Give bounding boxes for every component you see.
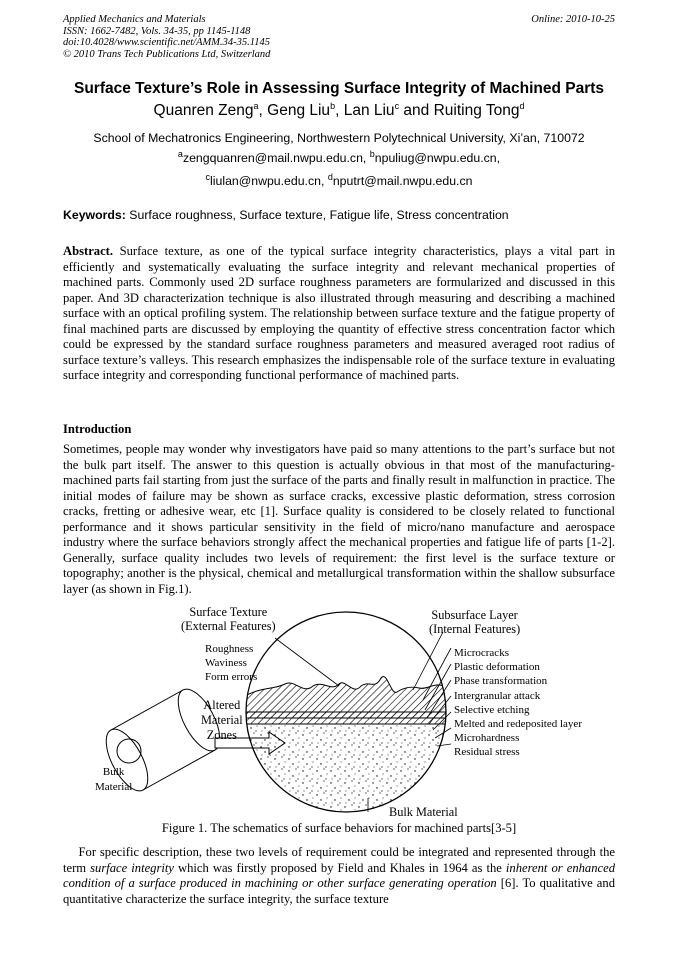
online-date: Online: 2010-10-25: [531, 14, 615, 25]
subsurface-subtitle: (Internal Features): [429, 622, 521, 636]
subsurface-feature-item: Microcracks: [454, 647, 509, 659]
abstract-label: Abstract.: [63, 244, 114, 258]
body-text: For specific description, these two levels of requirement could be integrated and represented through the term: [63, 845, 616, 875]
figure-caption: Figure 1. The schematics of surface behaviors for machined parts[3-5]: [161, 821, 517, 835]
email-address[interactable]: liulan@nwpu.edu.cn,: [210, 174, 325, 188]
subsurface-feature-item: Phase transformation: [454, 675, 548, 688]
paper-title: Surface Texture’s Role in Assessing Surface Integrity of Machined Parts: [73, 80, 605, 97]
figure-1: [63, 600, 615, 840]
author-superscript: c: [394, 100, 400, 111]
author-name: Geng Liu: [267, 102, 331, 119]
subsurface-feature-item: Melted and redeposited layer: [454, 718, 582, 731]
subsurface-feature-item: Microhardness: [454, 732, 520, 745]
altered-line: Zones: [206, 728, 237, 742]
author-superscript: b: [330, 100, 336, 111]
affiliation: School of Mechatronics Engineering, Northwestern Polytechnical University, Xi’an, 710072: [93, 131, 585, 145]
author-conjunction: and: [403, 102, 430, 119]
subsurface-feature-item: Selective etching: [454, 703, 530, 716]
keywords: [63, 208, 615, 222]
surface-feature-list: [205, 642, 257, 685]
author-list: Quanren Zeng$^a$, Geng Liu$^b$, Lan Liu$^c$ and Ruiting Tong$^d$: [153, 100, 525, 119]
author-superscript: a: [253, 100, 259, 111]
email-address[interactable]: nputrt@mail.nwpu.edu.cn: [332, 174, 473, 188]
email-line-1: [0, 148, 678, 165]
subsurface-feature-item: Residual stress: [454, 746, 520, 759]
author-name: Ruiting Tong: [433, 102, 520, 119]
abstract: [63, 244, 615, 384]
body-italic: inherent or enhanced condition of a surface produced in machining or other surface generating operation: [63, 860, 616, 890]
altered-zones-label: [201, 698, 243, 743]
bulk-left-line: Bulk: [102, 766, 125, 778]
introduction-heading: Introduction: [63, 422, 132, 436]
author-name: Lan Liu: [343, 102, 395, 119]
introduction-text: Sometimes, people may wonder why investigators have paid so many attentions to the part’s surface but not the bulk part itself. The answer to this question is actually obvious in that most of the manufacturing-machined parts fail starting from just the surface of the parts and finally result in malfunction in practice. The initial modes of failure may be shown as surface cracks, excessive plastic deformation, stress corrosion cracks, fretting or adhesive wear, etc [1]. Surface quality is considered to be closely related to functional performance and it shows particular sensitivity in the field of micro/nano manufacture and aerospace industry where the surface behaviors strongly affect the mechanical properties and fatigue life of parts [1-2]. Generally, surface quality includes two levels of requirement: the first level is the surface texture or topography; another is the physical, chemical and metallurgical transformation within the shallow subsurface layer (as shown in Fig.1).: [63, 442, 615, 596]
surface-texture-label: [181, 605, 276, 633]
body-text: [6]. To qualitative and quantitative characterize the surface integrity, the surface texture: [63, 876, 615, 906]
doi-line: doi:10.4028/www.scientific.net/AMM.34-35.1145: [63, 37, 270, 48]
bulk-left-line: Material: [95, 781, 133, 793]
keywords-label: Keywords:: [63, 208, 126, 222]
subsurface-layer-label: [429, 608, 520, 636]
subsurface-feature-item: Intergranular attack: [454, 689, 541, 702]
email-address[interactable]: npuliug@nwpu.edu.cn,: [374, 151, 501, 165]
abstract-text: Surface texture, as one of the typical surface integrity characteristics, plays a vital part in efficiently and systematically evaluating the surface integrity and relevant mechanical properties of machined parts. Commonly used 2D surface roughness parameters are formularized and discussed in this paper. And 3D characterization technique is also illustrated through measuring and describing a machined surface with an optical profiling system. The relationship between surface texture and the fatigue property of final machined parts are discussed by employing the quantity of effective stress concentration factor which could be expressed by the standard surface roughness parameters and measured averaged root radius of surface texture’s valleys. This research emphasizes the indispensable role of the surface texture in evaluating surface integrity and corresponding functional performance of machined parts.: [63, 244, 615, 382]
bulk-material-bottom-label: Bulk Material: [389, 805, 458, 819]
surface-texture-subtitle: (External Features): [181, 619, 276, 633]
altered-line: Altered: [203, 698, 241, 712]
subsurface-feature-item: Plastic deformation: [454, 661, 540, 674]
surface-texture-title: Surface Texture: [189, 605, 268, 619]
body-text: which was firstly proposed by Field and Khales in 1964 as the: [173, 860, 506, 875]
body-paragraph: [63, 845, 615, 907]
keywords-text: Surface roughness, Surface texture, Fatigue life, Stress concentration: [129, 208, 509, 222]
altered-line: Material: [201, 713, 243, 727]
copyright-line: © 2010 Trans Tech Publications Ltd, Switzerland: [63, 48, 271, 60]
journal-header: [63, 14, 270, 60]
author-name: Quanren Zeng: [153, 102, 254, 119]
body-italic: surface integrity: [90, 860, 174, 875]
issn-line: ISSN: 1662-7482, Vols. 34-35, pp 1145-1148: [63, 25, 251, 37]
email-superscript: d: [327, 171, 333, 182]
email-address[interactable]: zengquanren@mail.nwpu.edu.cn,: [182, 151, 367, 165]
email-superscript: a: [177, 148, 183, 159]
surface-feature-item: Form errors: [205, 671, 258, 684]
author-superscript: d: [519, 100, 525, 111]
subsurface-title: Subsurface Layer: [431, 608, 518, 622]
surface-feature-item: Waviness: [205, 657, 247, 670]
email-superscript: c: [205, 171, 211, 182]
email-line-2: [0, 171, 678, 188]
subsurface-feature-list: [454, 646, 582, 760]
journal-name: Applied Mechanics and Materials: [63, 14, 206, 25]
magnified-section: [243, 676, 453, 816]
email-superscript: b: [369, 148, 375, 159]
bulk-material-left-label: [95, 765, 132, 795]
surface-feature-item: Roughness: [205, 643, 254, 655]
